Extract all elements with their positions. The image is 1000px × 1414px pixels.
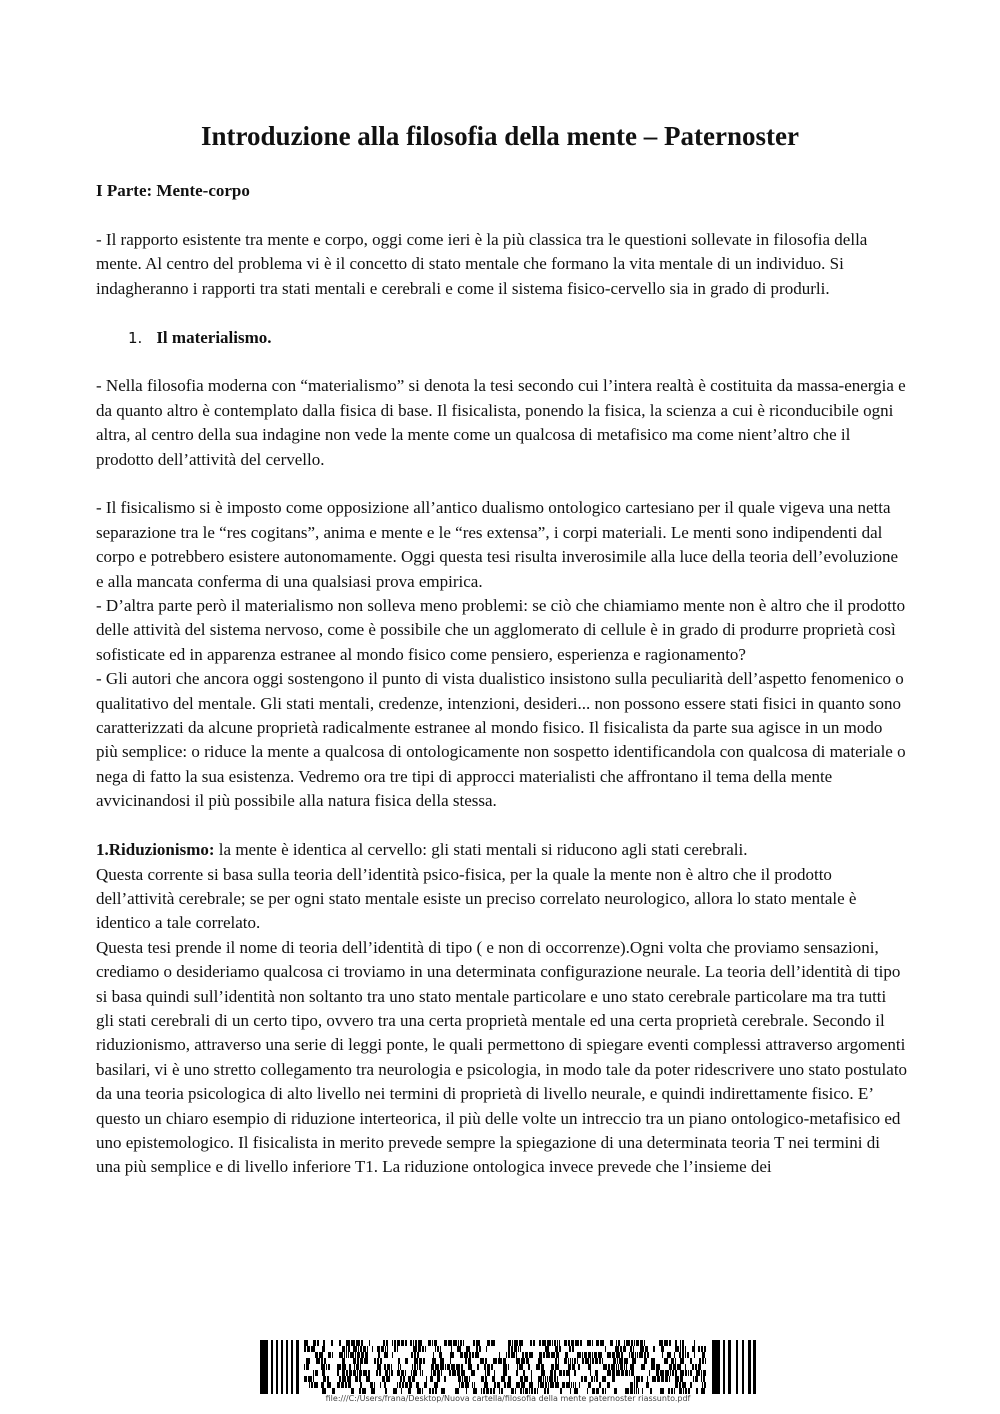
list-heading-materialism	[96, 326, 908, 350]
footer-barcode	[260, 1340, 756, 1406]
reduction-definition: la mente è identica al cervello: gli stati mentali si riducono agli stati cerebrali.	[214, 840, 748, 860]
paragraph-problems: - D’altra parte però il materialismo non solleva meno problemi: se ciò che chiamiamo mente non è altro che il prodotto delle attività del sistema nervoso, come è possibile che un agglomerato di cellule è in grado di produrre proprietà così sofisticate ed in apparenza estranee al mondo fisico come pensiero, esperienza e ragionamento?	[96, 596, 906, 664]
reduction-label: 1.Riduzionismo:	[96, 840, 215, 860]
paragraph-identity: Questa corrente si basa sulla teoria dell’identità psico-fisica, per la quale la mente non è altro che il prodotto dell’attività cerebrale; se per ogni stato mentale esiste un preciso correlato neurologico, allora lo stato mentale è identico a tale correlato.	[96, 864, 857, 933]
footer-file-path: file:///C:/Users/frana/Desktop/Nuova cartella/filosofia della mente paternoster riassunto.pdf	[325, 1394, 691, 1403]
paragraph-dualism: - Il fisicalismo si è imposto come opposizione all’antico dualismo ontologico cartesiano per il quale vigeva una netta separazione tra le “res cogitans”, anima e mente e le “res extensa”, i corpi materiali. Le menti sono indipendenti dal corpo e potrebbero esistere autonomamente. Oggi questa tesi risulta inverosimile alla luce della teoria dell’evoluzione e alla mancata conferma di una qualsiasi prova empirica.	[96, 498, 899, 591]
paragraph-reduction	[96, 838, 908, 862]
list-number: 1.	[128, 328, 143, 347]
document-body	[96, 228, 908, 1180]
list-heading-label: Il materialismo.	[156, 327, 272, 347]
paragraph-intro: - Il rapporto esistente tra mente e corpo, oggi come ieri è la più classica tra le questioni sollevate in filosofia della mente. Al centro del problema vi è il concetto di stato mentale che formano la vita mentale di un individuo. Si indagheranno i rapporti tra stati mentali e cerebrali e come il sistema fisico-cervello sia in grado di produrli.	[96, 230, 868, 298]
document-title: Introduzione alla filosofia della mente – Paternoster	[201, 121, 799, 151]
paragraph-type-identity: Questa tesi prende il nome di teoria dell’identità di tipo ( e non di occorrenze).Ogni volta che proviamo sensazioni, crediamo o desideriamo qualcosa ci troviamo in una determinata configurazione neurale. La teoria dell’identità di tipo si basa quindi sull’identità non soltanto tra uno stato mentale particolare e uno stato cerebrale particolare ma tra tutti gli stati cerebrali di un certo tipo, ovvero tra una certa proprietà mentale ed una certa proprietà cerebrale. Secondo il riduzionismo, attraverso una serie di leggi ponte, le quali permettono di spiegare eventi complessi attraverso argomenti basilari, vi è uno stretto collegamento tra neurologia e psicologia, in modo tale da poter ridescrivere uno stato postulato da una teoria psicologica di alto livello nei termini di proprietà di livello neurale, e quindi indirettamente fisico. E’ questo un chiaro esempio di riduzione interteorica, il più delle volte un intreccio tra un piano ontologico-metafisico ed uno epistemologico. Il fisicalista in merito prevede sempre la spiegazione di una determinata teoria T nei termini di una più semplice e di livello inferiore T1. La riduzione ontologica invece prevede che l’insieme dei	[96, 937, 908, 1177]
part-heading: I Parte: Mente-corpo	[96, 181, 250, 200]
barcode-image	[260, 1340, 756, 1394]
paragraph-materialism: - Nella filosofia moderna con “materialismo” si denota la tesi secondo cui l’intera realtà è costituita da massa-energia e da quanto altro è contemplato dalla fisica di base. Il fisicalista, ponendo la fisica, la scienza a cui è riconducibile ogni altra, al centro della sua indagine non vede la mente come un qualcosa di metafisico ma come nient’altro che il prodotto dell’attività del cervello.	[96, 376, 906, 469]
paragraph-dualists: - Gli autori che ancora oggi sostengono il punto di vista dualistico insistono sulla peculiarità dell’aspetto fenomenico o qualitativo del mentale. Gli stati mentali, credenze, intenzioni, desideri... non possono essere stati fisici in quanto sono caratterizzati da alcune proprietà radicalmente estranee al mondo fisico. Il fisicalista da parte sua agisce in un modo più semplice: o riduce la mente a qualcosa di ontologicamente non sospetto identificandola con qualcosa di materiale o nega di fatto la sua esistenza. Vedremo ora tre tipi di approcci materialisti che affrontano il tema della mente avvicinandosi il più possibile alla natura fisica della stessa.	[96, 669, 906, 811]
